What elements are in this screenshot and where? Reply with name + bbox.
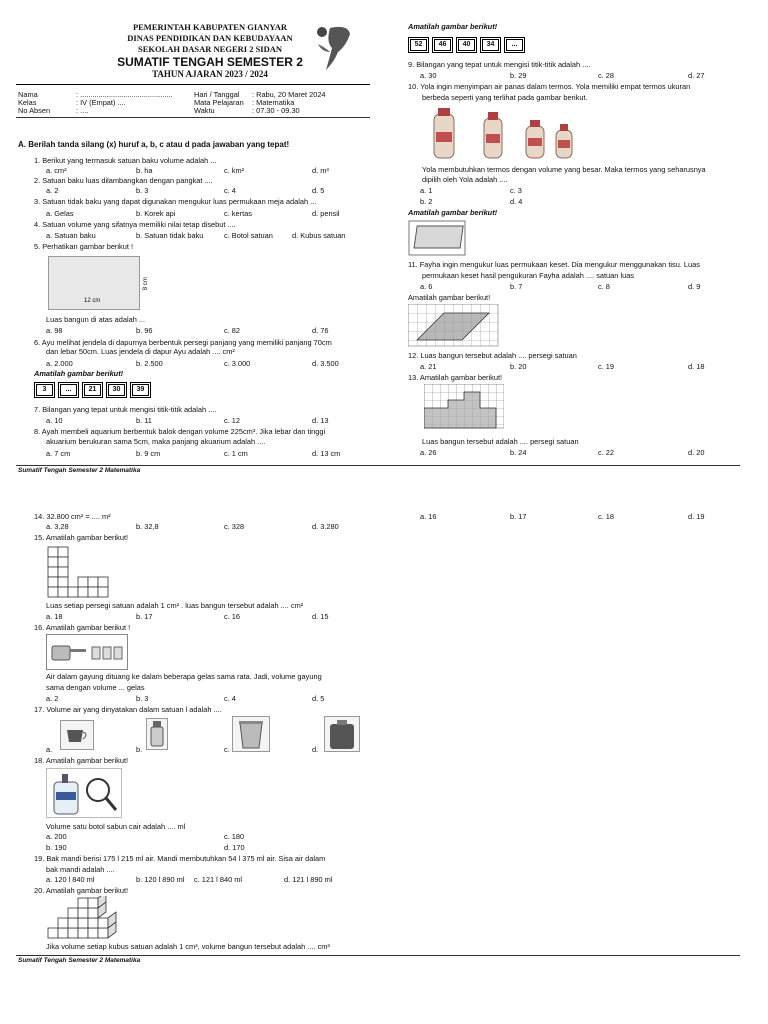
q12-option-d[interactable]: d. 18: [688, 362, 705, 371]
q19-option-a[interactable]: a. 120 l 840 ml: [46, 875, 95, 884]
jerrycan-icon: [324, 716, 360, 752]
sequence-1: [34, 382, 154, 398]
footer-page2: Sumatif Tengah Semester 2 Matematika: [18, 957, 141, 964]
seq2-item: 40: [458, 39, 475, 51]
school-logo-icon: [312, 22, 354, 72]
q6-option-d[interactable]: d. 3.500: [312, 359, 339, 368]
q9-option-c[interactable]: c. 28: [598, 71, 615, 80]
q5-option-c[interactable]: c. 82: [224, 326, 241, 335]
q18-option-d[interactable]: d. 170: [224, 843, 245, 852]
q8-option-d[interactable]: d. 13 cm: [312, 449, 341, 458]
q9-text: 9. Bilangan yang tepat untuk mengisi titik-titik adalah ....: [408, 60, 591, 69]
q16-option-a[interactable]: a. 2: [46, 694, 59, 703]
rect-width-label: 12 cm: [84, 298, 101, 304]
q12-option-a[interactable]: a. 21: [420, 362, 437, 371]
q15-sub: Luas setiap persegi satuan adalah 1 cm² . luas bangun tersebut adalah .... cm²: [46, 601, 304, 610]
q13-option-b[interactable]: b. 24: [510, 448, 527, 457]
q8-option-c[interactable]: c. 1 cm: [224, 449, 248, 458]
q20-option-d[interactable]: d. 19: [688, 512, 705, 521]
q5-text: 5. Perhatikan gambar berikut !: [34, 242, 134, 251]
q16-option-d[interactable]: d. 5: [312, 694, 325, 703]
absen-field[interactable]: : ....: [76, 106, 89, 115]
q12-option-c[interactable]: c. 19: [598, 362, 615, 371]
q1-option-c[interactable]: c. km²: [224, 166, 245, 175]
waktu-label: Waktu: [194, 106, 215, 115]
footer-page1: Sumatif Tengah Semester 2 Matematika: [18, 467, 141, 474]
q6-option-c[interactable]: c. 3.000: [224, 359, 251, 368]
q17-option-b[interactable]: b.: [136, 745, 143, 754]
sequence-2: [408, 37, 528, 53]
q19-text-2: bak mandi adalah ....: [46, 865, 115, 874]
soap-bottle-image: [46, 768, 122, 818]
q16-sub-1: Air dalam gayung dituang ke dalam beberapa gelas sama rata. Jadi, volume gayung: [46, 672, 322, 681]
trash-bin-icon: [232, 716, 270, 752]
q8-option-a[interactable]: a. 7 cm: [46, 449, 71, 458]
nama-label: Nama: [18, 90, 38, 99]
q6-option-b[interactable]: b. 2.500: [136, 359, 163, 368]
amati-label-4: Amatilah gambar berikut!: [408, 293, 491, 302]
q11-text: 11. Fayha ingin mengukur luas permukaan keset. Dia mengukur menggunakan tisu. Luas: [408, 260, 700, 269]
q2-text: 2. Satuan baku luas dilambangkan dengan pangkat ....: [34, 176, 213, 185]
q3-option-b[interactable]: b. Korek api: [136, 209, 176, 218]
q9-option-d[interactable]: d. 27: [688, 71, 705, 80]
cube-stack-figure: [46, 896, 124, 940]
q19-option-c[interactable]: c. 121 l 840 ml: [194, 875, 243, 884]
school-header: [110, 22, 310, 80]
q7-option-c[interactable]: c. 12: [224, 416, 241, 425]
q3-option-a[interactable]: a. Gelas: [46, 209, 74, 218]
q13-option-c[interactable]: c. 22: [598, 448, 615, 457]
q18-text: 18. Amatilah gambar berikut!: [34, 756, 129, 765]
thermos-images: [428, 106, 578, 162]
q15-option-b[interactable]: b. 17: [136, 612, 153, 621]
q20-option-b[interactable]: b. 17: [510, 512, 527, 521]
q4-option-a[interactable]: a. Satuan baku: [46, 231, 96, 240]
q11-option-a[interactable]: a. 6: [420, 282, 433, 291]
q13-sub: Luas bangun tersebut adalah .... persegi satuan: [422, 437, 579, 446]
nama-field[interactable]: : .............................................: [76, 90, 173, 99]
exam-year: TAHUN AJARAN 2023 / 2024: [152, 69, 268, 79]
q12-option-b[interactable]: b. 20: [510, 362, 527, 371]
q14-text: 14. 32.800 cm² = .... m²: [34, 512, 111, 521]
q10-option-d[interactable]: d. 4: [510, 197, 523, 206]
q15-option-c[interactable]: c. 16: [224, 612, 241, 621]
q14-option-c[interactable]: c. 328: [224, 522, 245, 531]
q18-sub: Volume satu botol sabun cair adalah .... ml: [46, 822, 186, 831]
ladle-and-glasses-image: [46, 634, 128, 670]
q2-option-c[interactable]: c. 4: [224, 186, 236, 195]
q15-text: 15. Amatilah gambar berikut!: [34, 533, 129, 542]
q14-option-d[interactable]: d. 3.280: [312, 522, 339, 531]
q5-option-a[interactable]: a. 98: [46, 326, 63, 335]
q1-option-b[interactable]: b. ha: [136, 166, 153, 175]
hari-value: : Rabu, 20 Maret 2024: [252, 90, 326, 99]
thermos-icon: [556, 124, 572, 158]
q18-option-a[interactable]: a. 200: [46, 832, 67, 841]
amati-label-3: Amatilah gambar berikut!: [408, 208, 498, 217]
amati-label-2: Amatilah gambar berikut!: [408, 22, 498, 31]
thermos-icon: [484, 112, 502, 158]
q7-option-d[interactable]: d. 13: [312, 416, 329, 425]
q11-option-d[interactable]: d. 9: [688, 282, 701, 291]
absen-label: No Absen: [18, 106, 51, 115]
doormat-image: [408, 220, 466, 256]
q16-option-b[interactable]: b. 3: [136, 694, 149, 703]
q14-option-b[interactable]: b. 32,8: [136, 522, 159, 531]
seq2-item: 34: [482, 39, 499, 51]
q19-text: 19. Bak mandi berisi 175 l 215 ml air. Mandi membutuhkan 54 l 375 ml air. Sisa air dalam: [34, 854, 326, 863]
seq2-item: 46: [434, 39, 451, 51]
q10-option-a[interactable]: a. 1: [420, 186, 433, 195]
seq2-item: ...: [506, 39, 523, 51]
q19-option-b[interactable]: b. 120 l 890 ml: [136, 875, 185, 884]
kelas-field[interactable]: : IV (Empat) ....: [76, 98, 126, 107]
q4-option-d[interactable]: d. Kubus satuan: [292, 231, 346, 240]
q3-option-d[interactable]: d. pensil: [312, 209, 340, 218]
q4-option-c[interactable]: c. Botol satuan: [224, 231, 273, 240]
q10-option-c[interactable]: c. 3: [510, 186, 522, 195]
q12-text: 12. Luas bangun tersebut adalah .... persegi satuan: [408, 351, 577, 360]
q15-option-a[interactable]: a. 18: [46, 612, 63, 621]
q3-text: 3. Satuan tidak baku yang dapat digunakan mengukur luas permukaan meja adalah ...: [34, 197, 317, 206]
waktu-value: : 07.30 - 09.30: [252, 106, 300, 115]
q16-text: 16. Amatilah gambar berikut !: [34, 623, 131, 632]
medicine-bottle-icon: [146, 718, 168, 750]
seq1-item: 21: [84, 384, 101, 396]
q13-option-a[interactable]: a. 26: [420, 448, 437, 457]
q6-text: 6. Ayu melihat jendela di dapurnya berbentuk persegi panjang yang memiliki panjang 70cm: [34, 338, 332, 347]
q10-sub-1: Yola membutuhkan termos dengan volume yang besar. Maka termos yang seharusnya: [422, 165, 706, 174]
q7-text: 7. Bilangan yang tepat untuk mengisi titik-titik adalah ....: [34, 405, 217, 414]
seq1-item: 3: [36, 384, 53, 396]
q1-option-a[interactable]: a. cm²: [46, 166, 67, 175]
q11-option-c[interactable]: c. 8: [598, 282, 610, 291]
q17-option-c[interactable]: c.: [224, 745, 230, 754]
header-line3: SEKOLAH DASAR NEGERI 2 SIDAN: [137, 44, 283, 54]
thermos-icon: [434, 108, 454, 158]
hari-label: Hari / Tanggal: [194, 90, 240, 99]
q6-text-2: dan lebar 50cm. Luas jendela di dapur Ayu adalah .... cm²: [46, 347, 235, 356]
q7-option-b[interactable]: b. 11: [136, 416, 152, 425]
q11-option-b[interactable]: b. 7: [510, 282, 523, 291]
seq1-item: 30: [108, 384, 125, 396]
q9-option-a[interactable]: a. 30: [420, 71, 437, 80]
step-shape-grid: [424, 384, 504, 430]
q11-text-2: permukaan keset hasil pengukuran Fayha adalah .... satuan luas: [422, 271, 635, 280]
q1-option-d[interactable]: d. m³: [312, 166, 329, 175]
q1-text: 1. Berikut yang termasuk satuan baku volume adalah ...: [34, 156, 217, 165]
q8-option-b[interactable]: b. 9 cm: [136, 449, 161, 458]
mapel-label: Mata Pelajaran: [194, 98, 244, 107]
unit-square-figure: [46, 545, 112, 599]
q13-option-d[interactable]: d. 20: [688, 448, 705, 457]
q3-option-c[interactable]: c. kertas: [224, 209, 252, 218]
q20-text: 20. Amatilah gambar berikut!: [34, 886, 129, 895]
q8-text-2: akuarium berukuran sama 5cm, maka panjang akuarium adalah ....: [46, 437, 266, 446]
mapel-value: : Matematika: [252, 98, 295, 107]
q2-option-d[interactable]: d. 5: [312, 186, 325, 195]
exam-title: SUMATIF TENGAH SEMESTER 2: [117, 55, 303, 69]
q5-option-b[interactable]: b. 96: [136, 326, 153, 335]
q5-sub: Luas bangun di atas adalah ...: [46, 315, 146, 324]
seq1-item: ...: [60, 384, 77, 396]
q14-option-a[interactable]: a. 3,28: [46, 522, 69, 531]
q15-option-d[interactable]: d. 15: [312, 612, 329, 621]
q10-text: 10. Yola ingin menyimpan air panas dalam termos. Yola memiliki empat termos ukuran: [408, 82, 691, 91]
q9-option-b[interactable]: b. 29: [510, 71, 527, 80]
q2-option-b[interactable]: b. 3: [136, 186, 149, 195]
q17-option-a[interactable]: a.: [46, 745, 53, 754]
q18-option-b[interactable]: b. 190: [46, 843, 67, 852]
q18-option-c[interactable]: c. 180: [224, 832, 245, 841]
header-line2: DINAS PENDIDIKAN DAN KEBUDAYAAN: [127, 33, 293, 43]
q19-option-d[interactable]: d. 121 l 890 ml: [284, 875, 333, 884]
q8-text: 8. Ayah membeli aquarium berbentuk balok dengan volume 225cm³. Jika lebar dan tinggi: [34, 427, 326, 436]
glass-icon: [92, 647, 122, 659]
q5-option-d[interactable]: d. 76: [312, 326, 329, 335]
q10-text-2: berbeda seperti yang terlihat pada gambar berikut.: [422, 93, 588, 102]
q10-option-b[interactable]: b. 2: [420, 197, 433, 206]
seq1-item: 39: [132, 384, 149, 396]
thermos-icon: [526, 120, 544, 158]
q10-sub-2: dipilih oleh Yola adalah ....: [422, 175, 508, 184]
q13-text: 13. Amatilah gambar berikut!: [408, 373, 503, 382]
parallelogram-grid: [408, 304, 500, 348]
cup-icon: [60, 720, 94, 750]
amati-label-1: Amatilah gambar berikut!: [34, 369, 124, 378]
q17-option-d[interactable]: d.: [312, 745, 319, 754]
rect-height-label: 8 cm: [142, 277, 149, 291]
q16-option-c[interactable]: c. 4: [224, 694, 236, 703]
section-a-instruction: A. Berilah tanda silang (x) huruf a, b, c atau d pada jawaban yang tepat!: [18, 140, 290, 149]
q6-option-a[interactable]: a. 2.000: [46, 359, 73, 368]
q20-sub: Jika volume setiap kubus satuan adalah 1 cm³, volume bangun tersebut adalah .... cm³: [46, 942, 330, 951]
q20-option-c[interactable]: c. 18: [598, 512, 615, 521]
header-line1: PEMERINTAH KABUPATEN GIANYAR: [132, 22, 288, 32]
kelas-label: Kelas: [18, 98, 37, 107]
q16-sub-2: sama dengan volume ... gelas: [46, 683, 145, 692]
q20-option-a[interactable]: a. 16: [420, 512, 437, 521]
q2-option-a[interactable]: a. 2: [46, 186, 59, 195]
q4-text: 4. Satuan volume yang sifatnya memiliki nilai tetap disebut ....: [34, 220, 236, 229]
q17-text: 17. Volume air yang dinyatakan dalam satuan l adalah ....: [34, 705, 222, 714]
seq2-item: 52: [410, 39, 427, 51]
q7-option-a[interactable]: a. 10: [46, 416, 63, 425]
q4-option-b[interactable]: b. Satuan tidak baku: [136, 231, 204, 240]
